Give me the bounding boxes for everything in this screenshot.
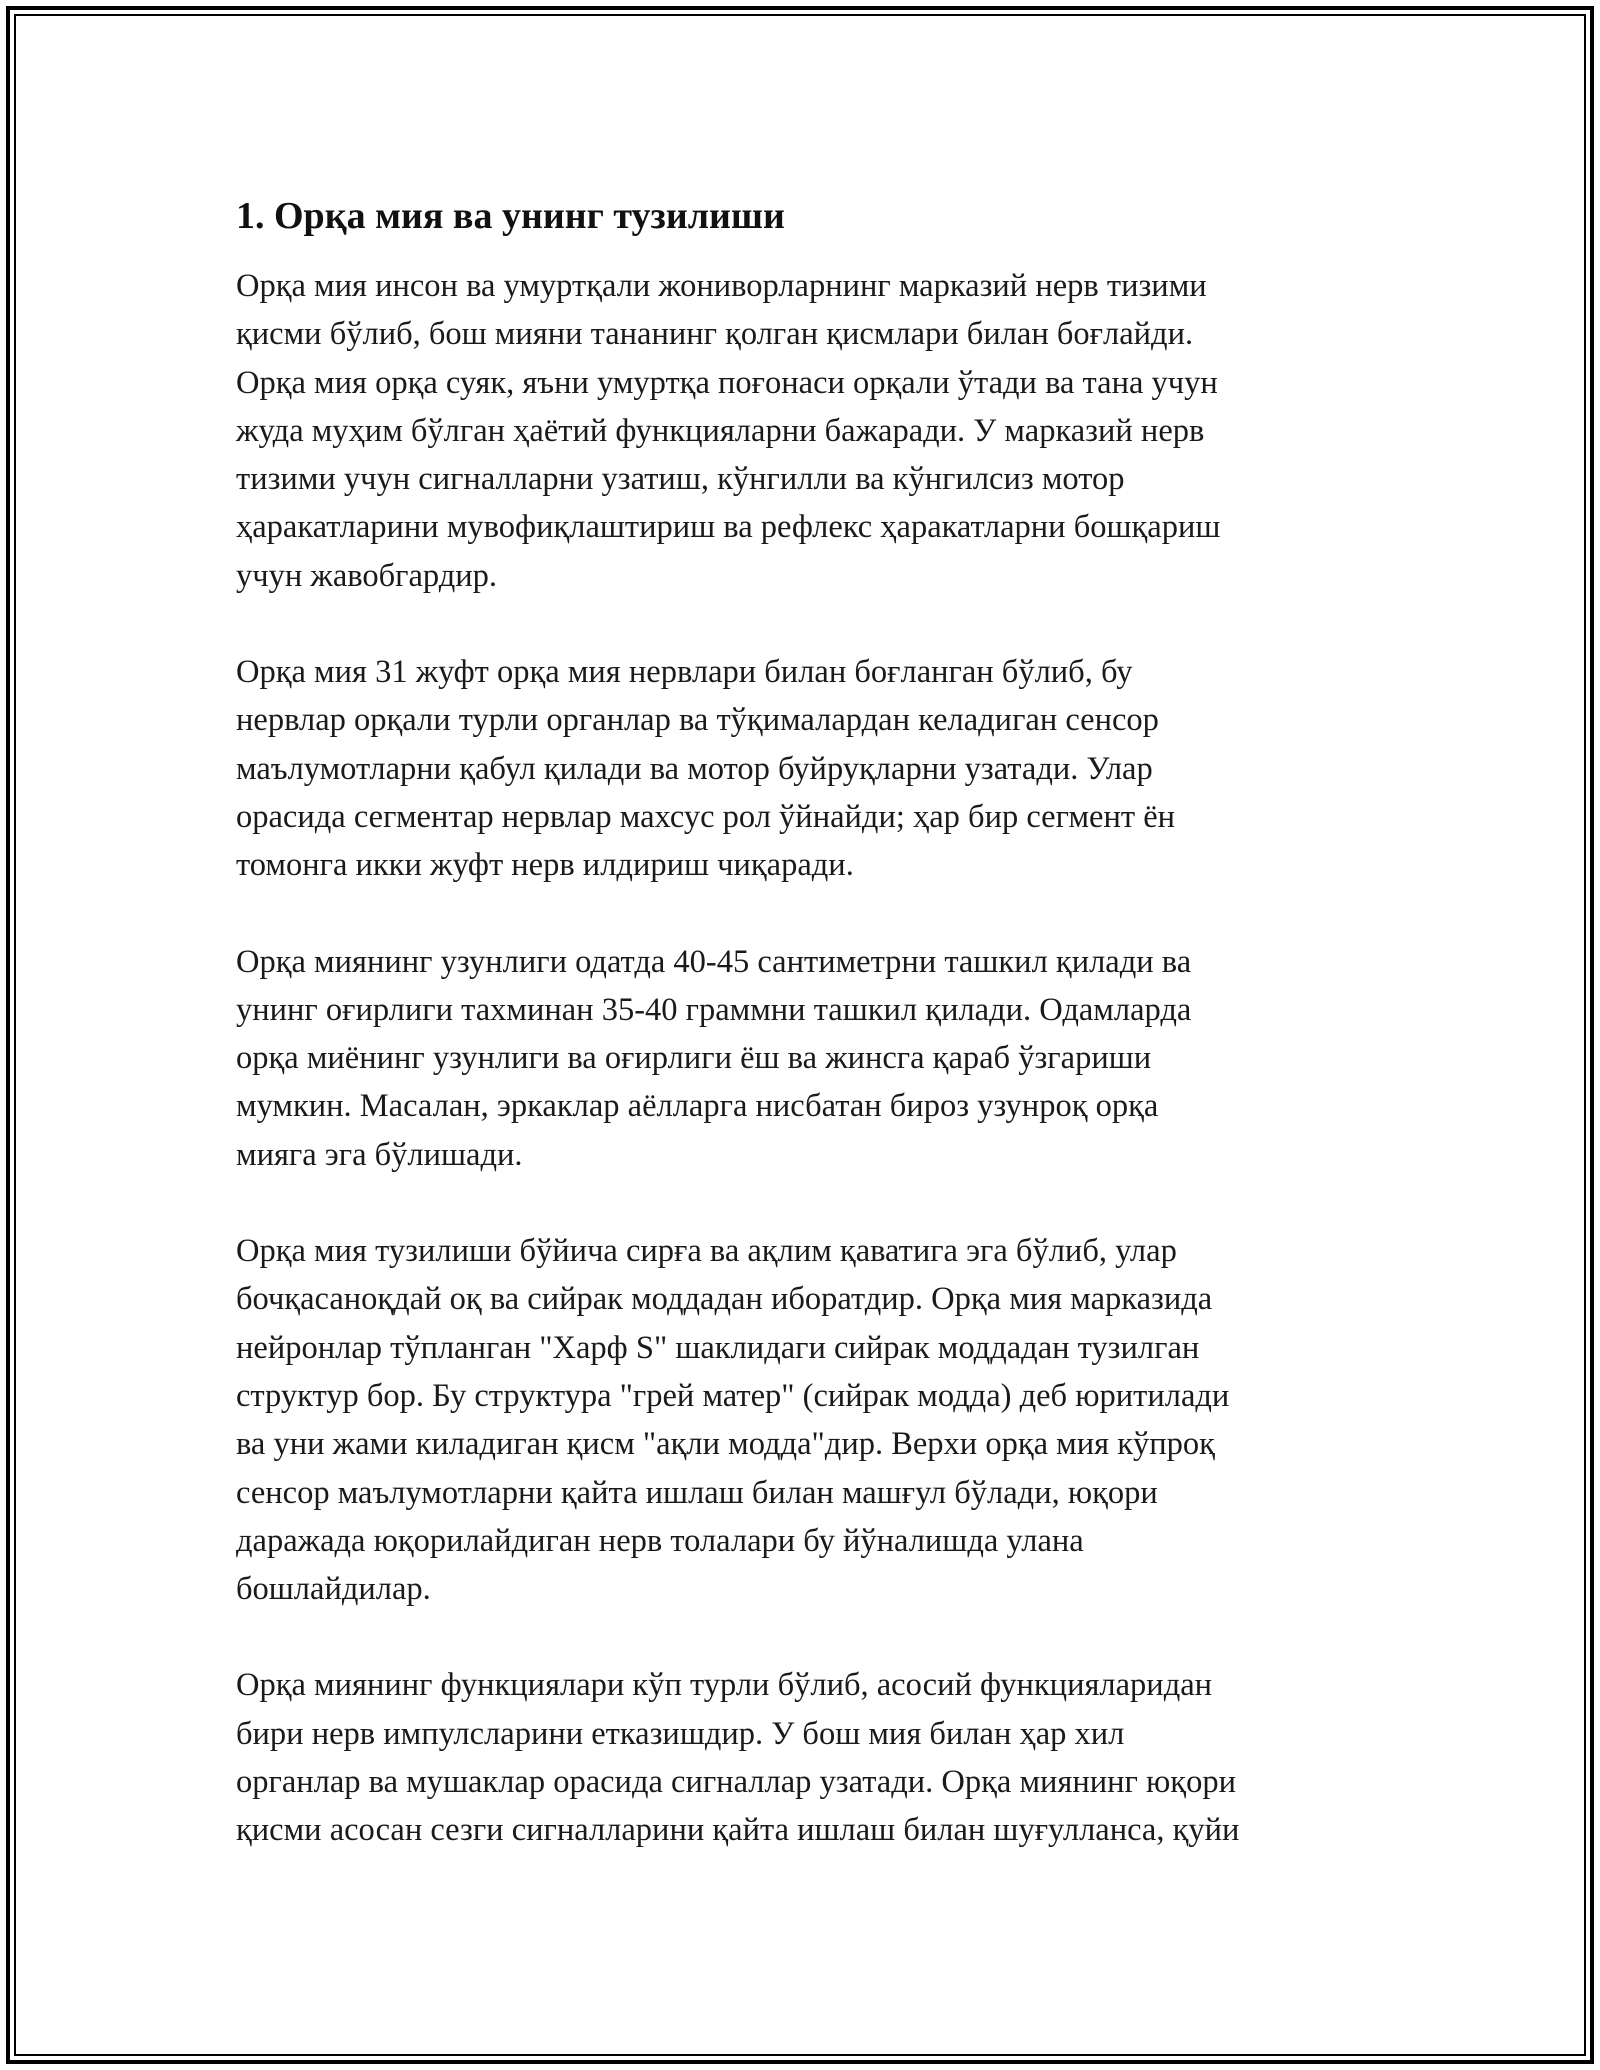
text-line: маълумотларни қабул қилади ва мотор буйруқларни узатади. Улар	[236, 750, 1153, 787]
text-line: нейронлар тўпланган "Харф S" шаклидаги сийрак моддадан тузилган	[236, 1329, 1200, 1366]
paragraph-1	[236, 262, 1376, 600]
text-line: мияга эга бўлишади.	[236, 1136, 523, 1173]
text-line: даражада юқорилайдиган нерв толалари бу йўналишда улана	[236, 1522, 1084, 1559]
text-line: Орқа мия орқа суяк, яъни умуртқа поғонаси орқали ўтади ва тана учун	[236, 364, 1218, 401]
text-line: қисми бўлиб, бош мияни тананинг қолган қисмлари билан боғлайди.	[236, 316, 1194, 353]
text-line: Орқа мия 31 жуфт орқа мия нервлари билан боғланган бўлиб, бу	[236, 654, 1133, 691]
paragraph-3	[236, 938, 1376, 1179]
text-line: органлар ва мушаклар орасида сигналлар узатади. Орқа миянинг юқори	[236, 1764, 1236, 1801]
text-line: Орқа миянинг узунлиги одатда 40-45 сантиметрни ташкил қилади ва	[236, 943, 1192, 980]
text-line: бири нерв импулсларини етказишдир. У бош мия билан ҳар хил	[236, 1715, 1125, 1752]
text-line: томонга икки жуфт нерв илдириш чиқаради.	[236, 847, 854, 884]
text-line: учун жавобгардир.	[236, 557, 498, 594]
text-line: структур бор. Бу структура "грей матер" (сийрак модда) деб юритилади	[236, 1377, 1230, 1414]
paragraph-4	[236, 1227, 1376, 1613]
text-line: нервлар орқали турли органлар ва тўқималардан келадиган сенсор	[236, 702, 1159, 739]
text-line: Орқа миянинг функциялари кўп турли бўлиб, асосий функцияларидан	[236, 1667, 1213, 1704]
text-line: сенсор маълумотларни қайта ишлаш билан машғул бўлади, юқори	[236, 1474, 1158, 1511]
text-line: мумкин. Масалан, эркаклар аёлларга нисбатан бироз узунроқ орқа	[236, 1088, 1159, 1125]
text-line: унинг оғирлиги тахминан 35-40 граммни ташкил қилади. Одамларда	[236, 991, 1192, 1028]
text-line: бочқасаноқдай оқ ва сийрак моддадан иборатдир. Орқа мия марказида	[236, 1281, 1213, 1318]
text-line: орасида сегментар нервлар махсус рол ўйнайди; ҳар бир сегмент ён	[236, 798, 1176, 835]
text-line: орқа миёнинг узунлиги ва оғирлиги ёш ва жинсга қараб ўзгариши	[236, 1040, 1152, 1077]
paragraph-2	[236, 648, 1376, 889]
text-line: бошлайдилар.	[236, 1571, 431, 1608]
text-line: ва уни жами киладиган қисм "ақли модда"дир. Верхи орқа мия кўпроқ	[236, 1426, 1215, 1463]
text-line: жуда муҳим бўлган ҳаётий функцияларни бажаради. У марказий нерв	[236, 412, 1205, 449]
text-line: қисми асосан сезги сигналларини қайта ишлаш билан шуғулланса, қуйи	[236, 1812, 1240, 1849]
text-line: Орқа мия тузилиши бўйича сирға ва ақлим қаватига эга бўлиб, улар	[236, 1233, 1177, 1270]
text-line: ҳаракатларини мувофиқлаштириш ва рефлекс ҳаракатларни бошқариш	[236, 509, 1221, 546]
paragraph-5	[236, 1661, 1376, 1854]
text-line: тизими учун сигналларни узатиш, кўнгилли ва кўнгилсиз мотор	[236, 461, 1125, 498]
document-body	[236, 190, 1376, 1903]
section-heading: 1. Орқа мия ва унинг тузилиши	[236, 195, 785, 237]
text-line: Орқа мия инсон ва умуртқали жониворларнинг марказий нерв тизими	[236, 268, 1207, 304]
